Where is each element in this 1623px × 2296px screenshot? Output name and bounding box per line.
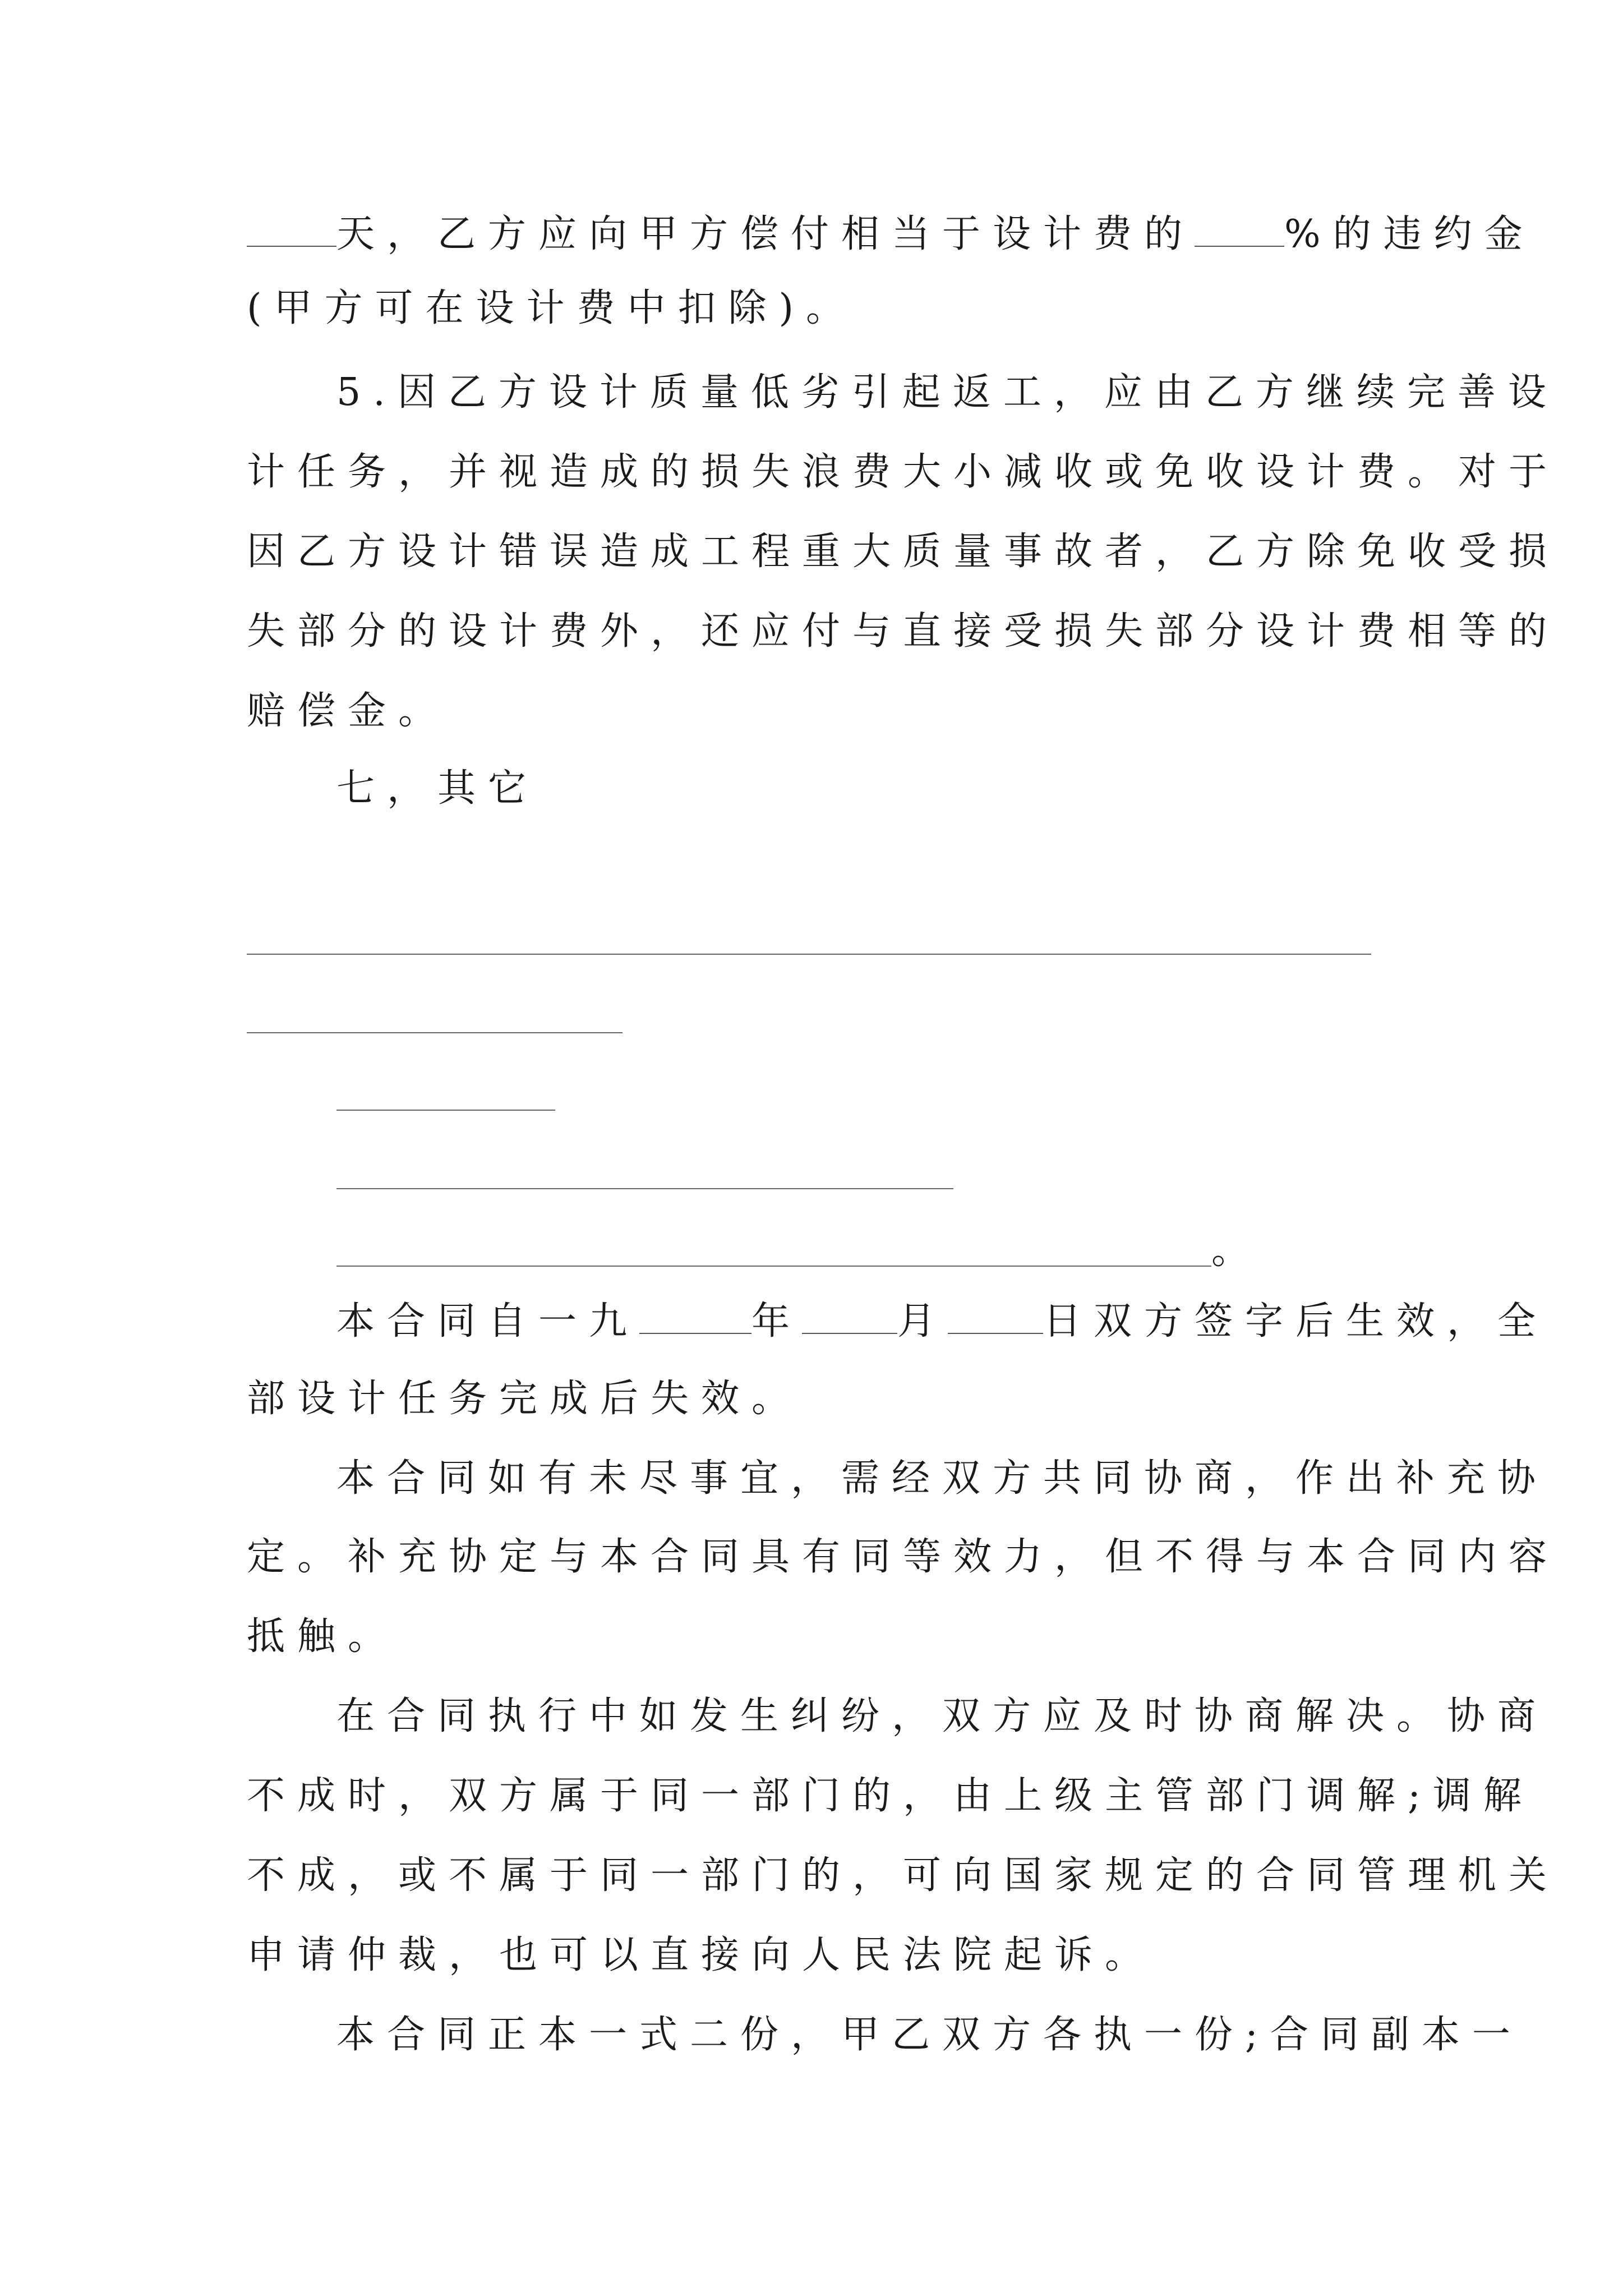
text-segment: 本合同自一九 — [336, 1299, 640, 1343]
text-segment: 日双方签字后生效，全 — [1043, 1299, 1548, 1343]
text-segment: 月 — [897, 1299, 948, 1343]
text-line: 定。补充协定与本合同具有同等效力，但不得与本合同内容 — [247, 1535, 1560, 1579]
text-line — [336, 1299, 1548, 1344]
text-line: 本合同正本一式二份，甲乙双方各执一份;合同副本一 — [336, 2013, 1523, 2057]
text-line: 在合同执行中如发生纠纷，双方应及时协商解决。协商 — [336, 1694, 1548, 1738]
fill-in-line[interactable] — [336, 1110, 555, 1111]
text-line: 计任务，并视造成的损失浪费大小减收或免收设计费。对于 — [247, 450, 1560, 494]
text-line: 抵触。 — [247, 1614, 399, 1659]
text-line: 不成，或不属于同一部门的，可向国家规定的合同管理机关 — [247, 1853, 1560, 1898]
section-heading: 七，其它 — [336, 766, 539, 811]
text-segment: 天，乙方应向甲方偿付相当于设计费的 — [336, 212, 1195, 256]
text-line: 5.因乙方设计质量低劣引起返工，应由乙方继续完善设 — [336, 370, 1559, 415]
text-line: 赔偿金。 — [247, 689, 449, 733]
text-segment: %的违约金 — [1284, 212, 1535, 256]
fill-in-blank[interactable] — [247, 214, 336, 247]
end-punctuation: 。 — [1211, 1228, 1262, 1273]
text-line — [247, 212, 1535, 257]
fill-in-line[interactable] — [336, 1266, 1211, 1267]
year-blank[interactable] — [639, 1301, 751, 1334]
text-line: 本合同如有未尽事宜，需经双方共同协商，作出补充协 — [336, 1456, 1548, 1501]
text-line: 失部分的设计费外，还应付与直接受损失部分设计费相等的 — [247, 609, 1560, 654]
fill-in-line[interactable] — [247, 954, 1371, 955]
fill-in-line[interactable] — [247, 1032, 623, 1033]
text-line: 不成时，双方属于同一部门的，由上级主管部门调解;调解 — [247, 1774, 1534, 1818]
text-line: (甲方可在设计费中扣除)。 — [247, 286, 857, 330]
text-line: 部设计任务完成后失效。 — [247, 1377, 803, 1421]
text-line: 申请仲裁，也可以直接向人民法院起诉。 — [247, 1933, 1156, 1977]
fill-in-blank[interactable] — [1195, 214, 1284, 247]
text-line: 因乙方设计错误造成工程重大质量事故者，乙方除免收受损 — [247, 530, 1560, 574]
day-blank[interactable] — [948, 1301, 1043, 1334]
fill-in-line[interactable] — [336, 1188, 953, 1189]
text-segment: 年 — [751, 1299, 803, 1343]
month-blank[interactable] — [802, 1301, 897, 1334]
